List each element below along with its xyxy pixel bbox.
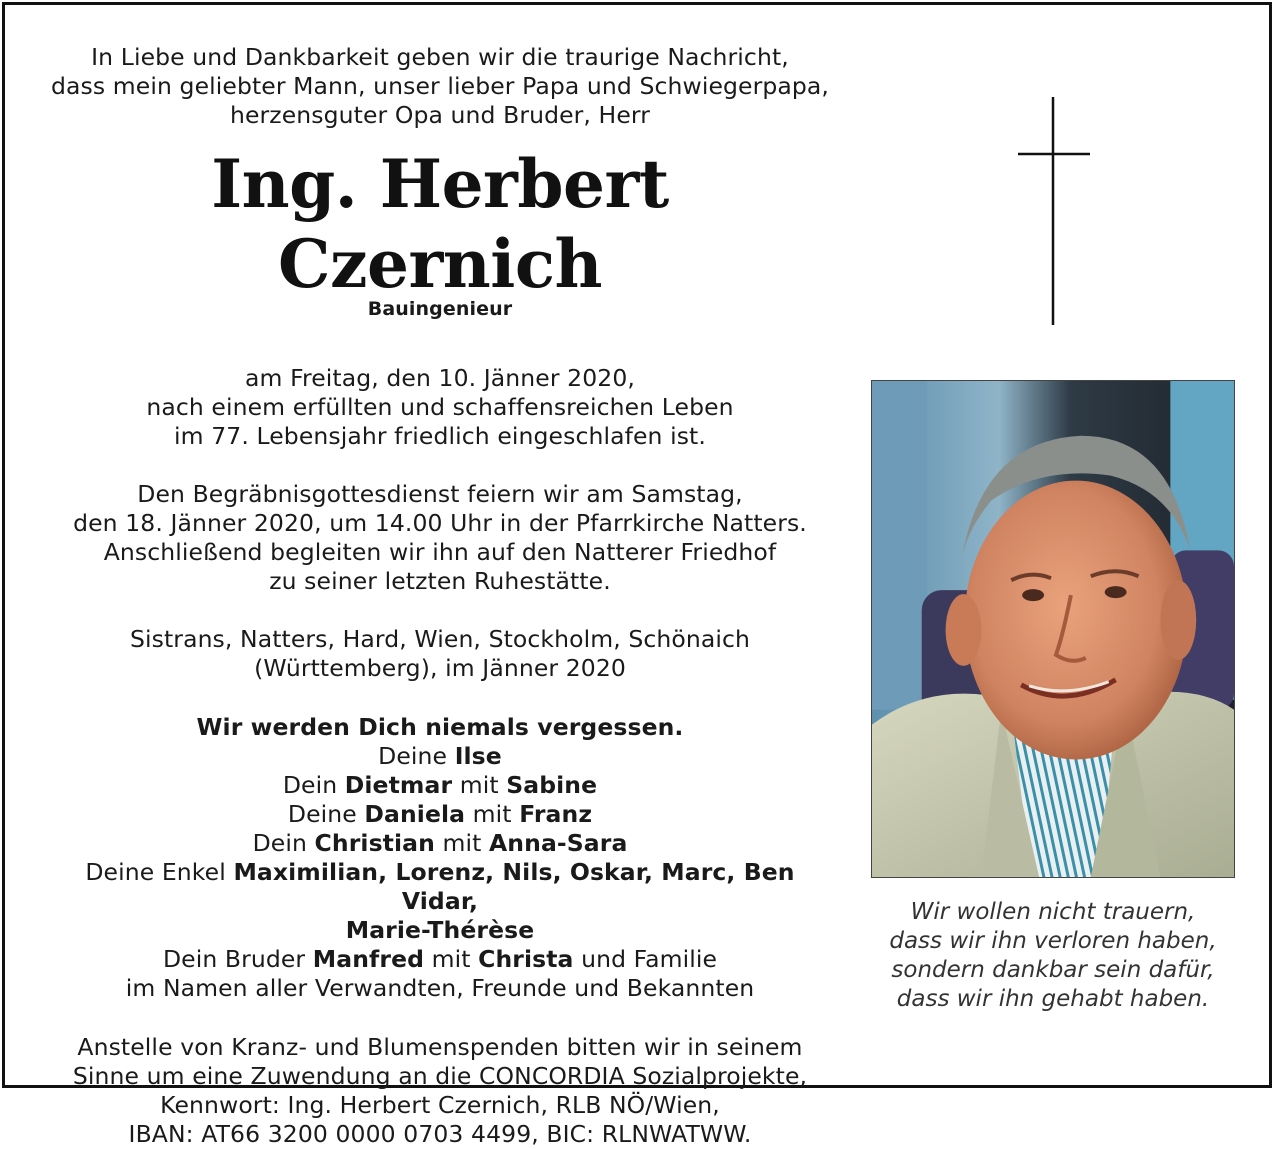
deceased-profession: Bauingenieur — [367, 298, 513, 320]
service-line: Den Begräbnisgottesdienst feiern wir am Samstag, — [137, 480, 743, 508]
never-forget-heading: Wir werden Dich niemals vergessen. — [196, 713, 684, 741]
mourner-line-wife: Deine Ilse — [378, 742, 502, 770]
portrait-photo — [871, 380, 1235, 878]
mourners-list — [45, 742, 835, 1003]
places-and-date — [45, 625, 835, 683]
donation-line: Anstelle von Kranz- und Blumenspenden bitten wir in seinem — [77, 1033, 803, 1061]
death-notice-line: nach einem erfüllten und schaffensreichen Leben — [146, 393, 734, 421]
intro-text — [45, 43, 835, 130]
death-notice-line: im 77. Lebensjahr friedlich eingeschlafen ist. — [174, 422, 706, 450]
mourner-line-grandchildren: Deine Enkel Maximilian, Lorenz, Nils, Oskar, Marc, Ben Vidar, — [85, 858, 795, 915]
quote-line: sondern dankbar sein dafür, — [891, 957, 1215, 983]
death-notice — [45, 364, 835, 451]
funeral-service-info — [45, 480, 835, 596]
mourner-line-relatives: im Namen aller Verwandten, Freunde und Bekannten — [125, 974, 755, 1002]
mourner-line-grandchildren-cont: Marie-Thérèse — [345, 916, 535, 944]
places-line: Sistrans, Natters, Hard, Wien, Stockholm, Schönaich — [130, 625, 750, 653]
mourner-line-daughter: Deine Daniela mit Franz — [287, 800, 593, 828]
obituary-card — [2, 2, 1272, 1148]
cross-icon — [1018, 97, 1090, 325]
deceased-name: Ing. Herbert Czernich — [211, 145, 669, 303]
obituary-text-column — [45, 43, 835, 1149]
service-line: zu seiner letzten Ruhestätte. — [269, 567, 611, 595]
quote-line: dass wir ihn gehabt haben. — [896, 986, 1210, 1012]
death-notice-line: am Freitag, den 10. Jänner 2020, — [245, 364, 635, 392]
intro-line: In Liebe und Dankbarkeit geben wir die traurige Nachricht, — [91, 43, 789, 71]
donation-line: Sinne um eine Zuwendung an die CONCORDIA Sozialprojekte, — [72, 1062, 808, 1090]
service-line: Anschließend begleiten wir ihn auf den Natterer Friedhof — [103, 538, 777, 566]
quote-line: dass wir ihn verloren haben, — [889, 928, 1217, 954]
donation-line: IBAN: AT66 3200 0000 0703 4499, BIC: RLNWATWW. — [128, 1120, 752, 1148]
memorial-quote — [865, 898, 1241, 1014]
places-line: (Württemberg), im Jänner 2020 — [254, 654, 626, 682]
mourner-line-brother: Dein Bruder Manfred mit Christa und Familie — [162, 945, 718, 973]
quote-line: Wir wollen nicht trauern, — [910, 899, 1196, 925]
intro-line: herzensguter Opa und Bruder, Herr — [229, 101, 650, 129]
mourner-line-son: Dein Dietmar mit Sabine — [282, 771, 598, 799]
donation-line: Kennwort: Ing. Herbert Czernich, RLB NÖ/Wien, — [160, 1091, 720, 1119]
service-line: den 18. Jänner 2020, um 14.00 Uhr in der Pfarrkirche Natters. — [73, 509, 807, 537]
intro-line: dass mein geliebter Mann, unser lieber Papa und Schwiegerpapa, — [51, 72, 829, 100]
mourner-line-son-2: Dein Christian mit Anna-Sara — [252, 829, 628, 857]
donation-request — [45, 1033, 835, 1149]
